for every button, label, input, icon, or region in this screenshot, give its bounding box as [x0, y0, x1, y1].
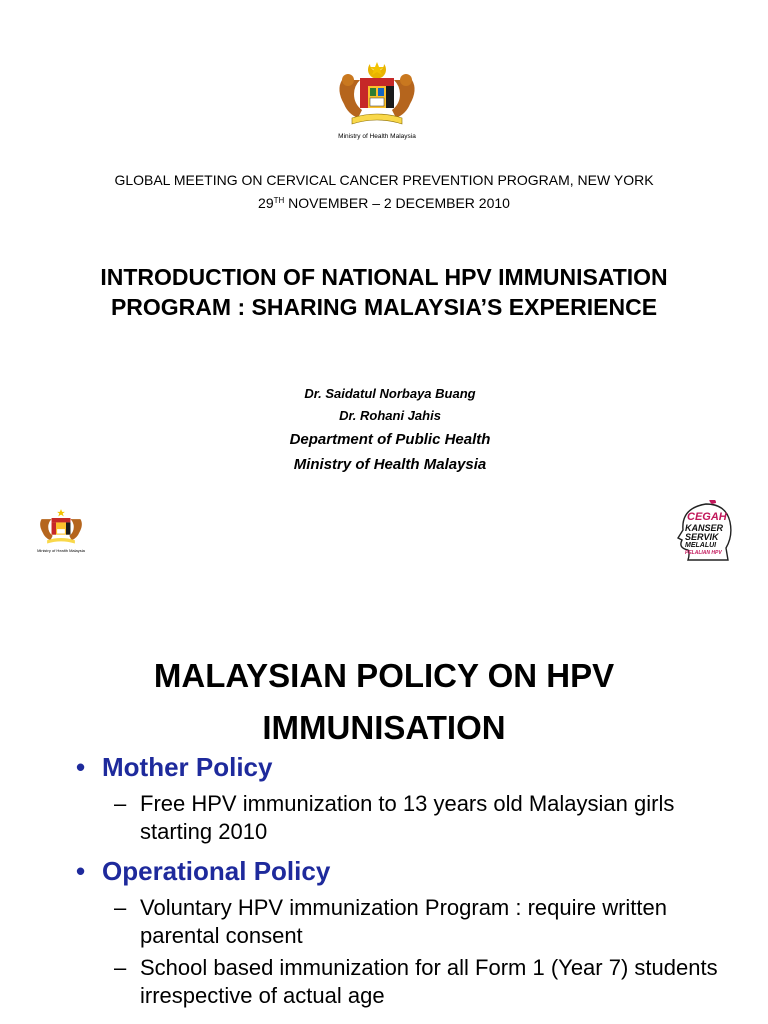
ministry-crest [334, 60, 420, 140]
logo-text-cegah: CEGAH [687, 511, 727, 523]
department-name: Department of Public Health [289, 431, 491, 448]
dash-icon: – [114, 955, 127, 980]
author-name: Dr. Saidatul Norbaya Buang [304, 386, 476, 401]
policy-list [76, 748, 736, 1010]
policy-slide [0, 600, 768, 1024]
list-item-text: Free HPV immunization to 13 years old Malaysian girls starting 2010 [140, 791, 675, 844]
meeting-title: GLOBAL MEETING ON CERVICAL CANCER PREVENTION PROGRAM, NEW YORK [114, 172, 654, 188]
crest-caption: Ministry of Health Malaysia [338, 133, 416, 140]
presentation-title: INTRODUCTION OF NATIONAL HPV IMMUNISATION PROGRAM : SHARING MALAYSIA’S EXPERIENCE [100, 264, 668, 320]
meeting-date-suffix: TH [273, 196, 285, 205]
crest-caption: Ministry of Health Malaysia [37, 548, 85, 553]
bullet-label: Mother Policy [102, 752, 273, 782]
logo-text-servik: SERVIK [685, 532, 719, 542]
bullet-operational-policy [76, 852, 736, 890]
logo-text-kanser: KANSER [685, 523, 724, 533]
list-item [114, 954, 736, 1010]
bullet-label: Operational Policy [102, 856, 331, 886]
ministry-crest-small [36, 508, 86, 553]
dash-icon: – [114, 791, 127, 816]
author-list [0, 383, 768, 427]
meeting-date [0, 191, 768, 213]
affiliation [0, 427, 768, 477]
coat-of-arms-icon [334, 60, 420, 132]
bullet-dot-icon: • [76, 856, 86, 886]
coat-of-arms-icon [36, 508, 86, 548]
dash-icon: – [114, 895, 127, 920]
logo-text-melalui: MELALUI [685, 542, 717, 549]
policy-slide-title: MALAYSIAN POLICY ON HPV IMMUNISATION [153, 657, 615, 746]
list-item-text: School based immunization for all Form 1 (Year 7) students irrespective of actual age [140, 955, 718, 1008]
ministry-name: Ministry of Health Malaysia [293, 456, 487, 473]
logo-text-pelalian: PELALIAN HPV [685, 550, 722, 556]
meeting-date-rest: NOVEMBER – 2 DECEMBER 2010 [284, 195, 510, 211]
author-name: Dr. Rohani Jahis [339, 408, 441, 423]
meeting-date-day: 29 [258, 195, 274, 211]
list-item-text: Voluntary HPV immunization Program : require written parental consent [140, 895, 667, 948]
cervical-cancer-campaign-logo [676, 500, 738, 564]
list-item [114, 894, 736, 950]
bullet-mother-policy [76, 748, 736, 786]
bullet-dot-icon: • [76, 752, 86, 782]
list-item [114, 790, 736, 846]
